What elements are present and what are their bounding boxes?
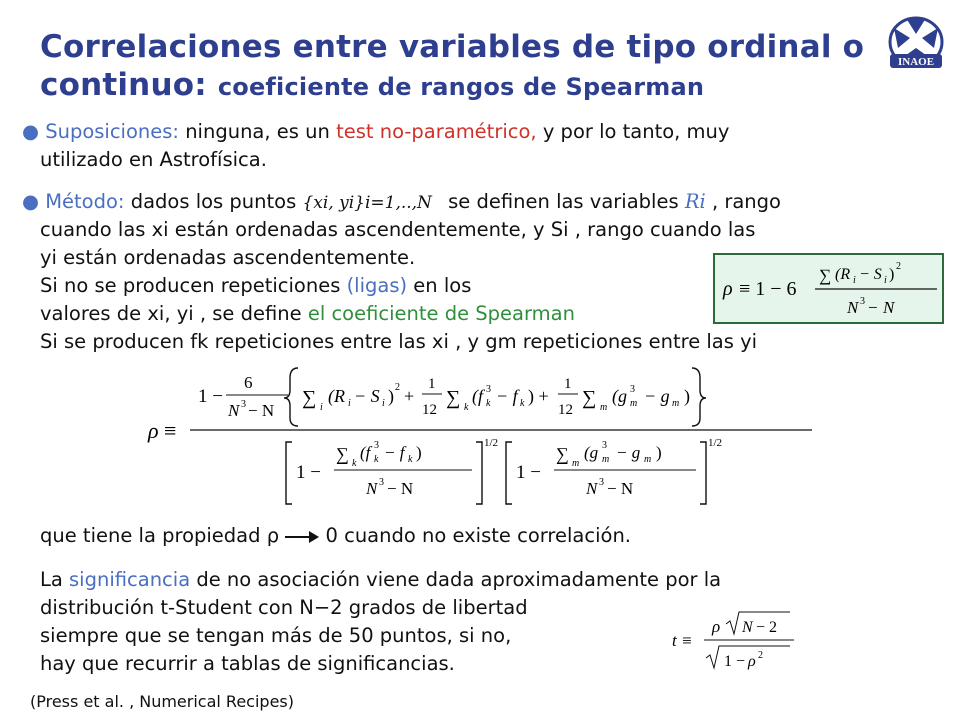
suposiciones-line-2: utilizado en Astrofísica. xyxy=(40,148,267,171)
svg-text:12: 12 xyxy=(422,402,437,418)
svg-text:1: 1 xyxy=(428,376,436,392)
svg-text:i: i xyxy=(320,402,323,413)
svg-text:): ) xyxy=(388,386,394,406)
significance-line-2: distribución t-Student con N−2 grados de libertad xyxy=(40,596,528,619)
significance-line-4: hay que recurrir a tablas de significancias. xyxy=(40,652,455,675)
svg-text:t: t xyxy=(672,631,677,650)
suposiciones-head: Suposiciones: xyxy=(45,120,179,143)
property-text-a: que tiene la propiedad ρ xyxy=(40,524,280,547)
t-formula-graphic xyxy=(668,608,798,674)
svg-text:− N: − N xyxy=(607,479,634,498)
svg-text:− N: − N xyxy=(387,479,414,498)
arrow-icon xyxy=(285,524,325,547)
svg-text:N: N xyxy=(847,298,859,317)
significance-line-1-b: de no asociación viene dada aproximadamente por la xyxy=(190,568,722,591)
svg-text:− N: − N xyxy=(248,401,275,420)
svg-text:3: 3 xyxy=(630,384,635,395)
svg-text:(R: (R xyxy=(328,386,345,406)
svg-text:m: m xyxy=(672,398,680,409)
svg-text:): ) xyxy=(416,443,422,462)
svg-text:12: 12 xyxy=(558,402,573,418)
svg-text:N: N xyxy=(366,479,378,498)
significance-line-1-a: La xyxy=(40,568,70,591)
svg-text:∑: ∑ xyxy=(582,387,597,409)
svg-text:N: N xyxy=(883,298,895,317)
svg-text:− S: − S xyxy=(859,266,882,283)
svg-text:(f: (f xyxy=(472,386,483,406)
svg-text:3: 3 xyxy=(599,477,604,488)
svg-text:−: − xyxy=(868,298,878,317)
svg-text:− 2: − 2 xyxy=(756,619,778,636)
metodo-line-5-highlight: el coeficiente de Spearman xyxy=(307,302,575,325)
svg-text:) +: ) + xyxy=(528,386,549,406)
svg-text:1 −: 1 − xyxy=(198,386,223,407)
svg-text:m: m xyxy=(572,458,580,469)
svg-text:∑: ∑ xyxy=(302,387,317,409)
svg-text:): ) xyxy=(656,443,662,462)
spearman-formula-box xyxy=(713,253,944,324)
svg-text:− f: − f xyxy=(496,386,518,406)
metodo-line-6: Si se producen fk repeticiones entre las xi , y gm repeticiones entre las yi xyxy=(40,330,758,353)
property-line xyxy=(40,522,631,549)
svg-text:≡: ≡ xyxy=(682,631,692,650)
svg-text:3: 3 xyxy=(379,477,384,488)
svg-text:3: 3 xyxy=(374,440,379,451)
logo-text: INAOE xyxy=(897,56,935,68)
title-line-2-big: continuo: xyxy=(40,67,207,103)
suposiciones-text-a: ninguna, es un xyxy=(179,120,337,143)
logo-graphic xyxy=(880,8,952,80)
svg-text:2: 2 xyxy=(395,382,400,393)
svg-text:≡: ≡ xyxy=(164,418,177,443)
significance-highlight: significancia xyxy=(69,568,191,591)
svg-text:(R: (R xyxy=(835,266,851,283)
svg-text:− g: − g xyxy=(644,386,670,406)
bullet-dot: ● xyxy=(22,120,40,143)
svg-text:− f: − f xyxy=(384,443,405,462)
spearman-formula xyxy=(715,255,942,322)
svg-text:≡ 1 − 6: ≡ 1 − 6 xyxy=(739,278,797,300)
suposiciones-highlight: test no-paramétrico, xyxy=(336,120,537,143)
svg-text:m: m xyxy=(644,454,652,465)
property-text-b: 0 cuando no existe correlación. xyxy=(325,524,632,547)
bullet-suposiciones xyxy=(22,118,729,145)
svg-text:1/2: 1/2 xyxy=(484,437,499,449)
svg-text:2: 2 xyxy=(758,650,763,661)
svg-text:ρ: ρ xyxy=(148,418,159,443)
svg-text:m: m xyxy=(600,402,608,413)
svg-text:(g: (g xyxy=(584,443,599,462)
bullet-metodo xyxy=(22,188,781,217)
svg-text:m: m xyxy=(602,454,610,465)
svg-text:1/2: 1/2 xyxy=(708,437,723,449)
title-line-1: Correlaciones entre variables de tipo ordinal o xyxy=(40,29,865,65)
svg-text:k: k xyxy=(408,454,413,465)
svg-text:k: k xyxy=(520,398,525,409)
svg-text:ρ: ρ xyxy=(723,278,733,300)
metodo-points: {xi, yi}i=1,..,N xyxy=(302,193,432,213)
svg-text:ρ: ρ xyxy=(748,653,756,670)
spearman-ties-formula xyxy=(140,360,820,510)
svg-text:): ) xyxy=(889,266,895,283)
significance-line-1 xyxy=(40,566,721,593)
metodo-line-4 xyxy=(40,272,471,299)
citation: (Press et al. , Numerical Recipes) xyxy=(30,692,294,711)
svg-text:1 −: 1 − xyxy=(724,653,746,670)
suposiciones-text-b: y por lo tanto, muy xyxy=(536,120,730,143)
svg-text:N: N xyxy=(228,401,240,420)
svg-text:k: k xyxy=(464,402,469,413)
svg-text:k: k xyxy=(486,398,491,409)
svg-text:(f: (f xyxy=(360,443,371,462)
metodo-text-a: dados los puntos xyxy=(124,190,303,213)
svg-text:1 −: 1 − xyxy=(296,462,321,483)
metodo-line-4-b: en los xyxy=(407,274,472,297)
inaoe-logo-icon xyxy=(880,8,952,80)
bullet-dot-2: ● xyxy=(22,190,40,213)
svg-text:i: i xyxy=(884,275,887,286)
slide-title xyxy=(40,28,864,106)
svg-text:3: 3 xyxy=(486,384,491,395)
svg-text:∑: ∑ xyxy=(556,444,569,464)
svg-text:i: i xyxy=(853,275,856,286)
svg-text:6: 6 xyxy=(244,373,253,392)
svg-text:− S: − S xyxy=(354,386,380,406)
svg-text:∑: ∑ xyxy=(336,444,349,464)
svg-text:k: k xyxy=(374,454,379,465)
svg-text:): ) xyxy=(684,386,690,406)
svg-text:3: 3 xyxy=(860,296,865,307)
svg-text:i: i xyxy=(348,398,351,409)
svg-text:N: N xyxy=(742,619,753,636)
t-student-formula xyxy=(668,608,798,674)
svg-text:2: 2 xyxy=(896,261,901,272)
svg-text:(g: (g xyxy=(612,386,627,406)
metodo-text-b: se definen las variables xyxy=(448,190,685,213)
title-line-2 xyxy=(40,66,864,106)
metodo-line-3: yi están ordenadas ascendentemente. xyxy=(40,246,416,269)
metodo-R: Ri xyxy=(684,190,706,213)
metodo-head: Método: xyxy=(45,190,125,213)
svg-text:+: + xyxy=(404,386,415,406)
significance-line-3: siempre que se tengan más de 50 puntos, si no, xyxy=(40,624,512,647)
svg-text:3: 3 xyxy=(241,399,246,410)
svg-text:m: m xyxy=(630,398,638,409)
svg-text:∑: ∑ xyxy=(819,266,832,285)
metodo-line-4-a: Si no se producen repeticiones xyxy=(40,274,347,297)
svg-text:∑: ∑ xyxy=(446,387,461,409)
metodo-line-5 xyxy=(40,300,575,327)
svg-text:ρ: ρ xyxy=(712,617,721,636)
metodo-line-5-a: valores de xi, yi , se define xyxy=(40,302,308,325)
svg-text:i: i xyxy=(382,398,385,409)
svg-text:3: 3 xyxy=(602,440,607,451)
svg-text:− g: − g xyxy=(616,443,641,462)
svg-text:N: N xyxy=(586,479,598,498)
svg-text:1 −: 1 − xyxy=(516,462,541,483)
svg-text:1: 1 xyxy=(564,376,572,392)
metodo-text-c: , rango xyxy=(705,190,781,213)
svg-text:k: k xyxy=(352,458,357,469)
ties-formula-graphic xyxy=(140,360,820,510)
metodo-line-4-highlight: (ligas) xyxy=(346,274,408,297)
metodo-line-2: cuando las xi están ordenadas ascendentemente, y Si , rango cuando las xyxy=(40,218,756,241)
title-line-2-small: coeficiente de rangos de Spearman xyxy=(217,73,705,101)
